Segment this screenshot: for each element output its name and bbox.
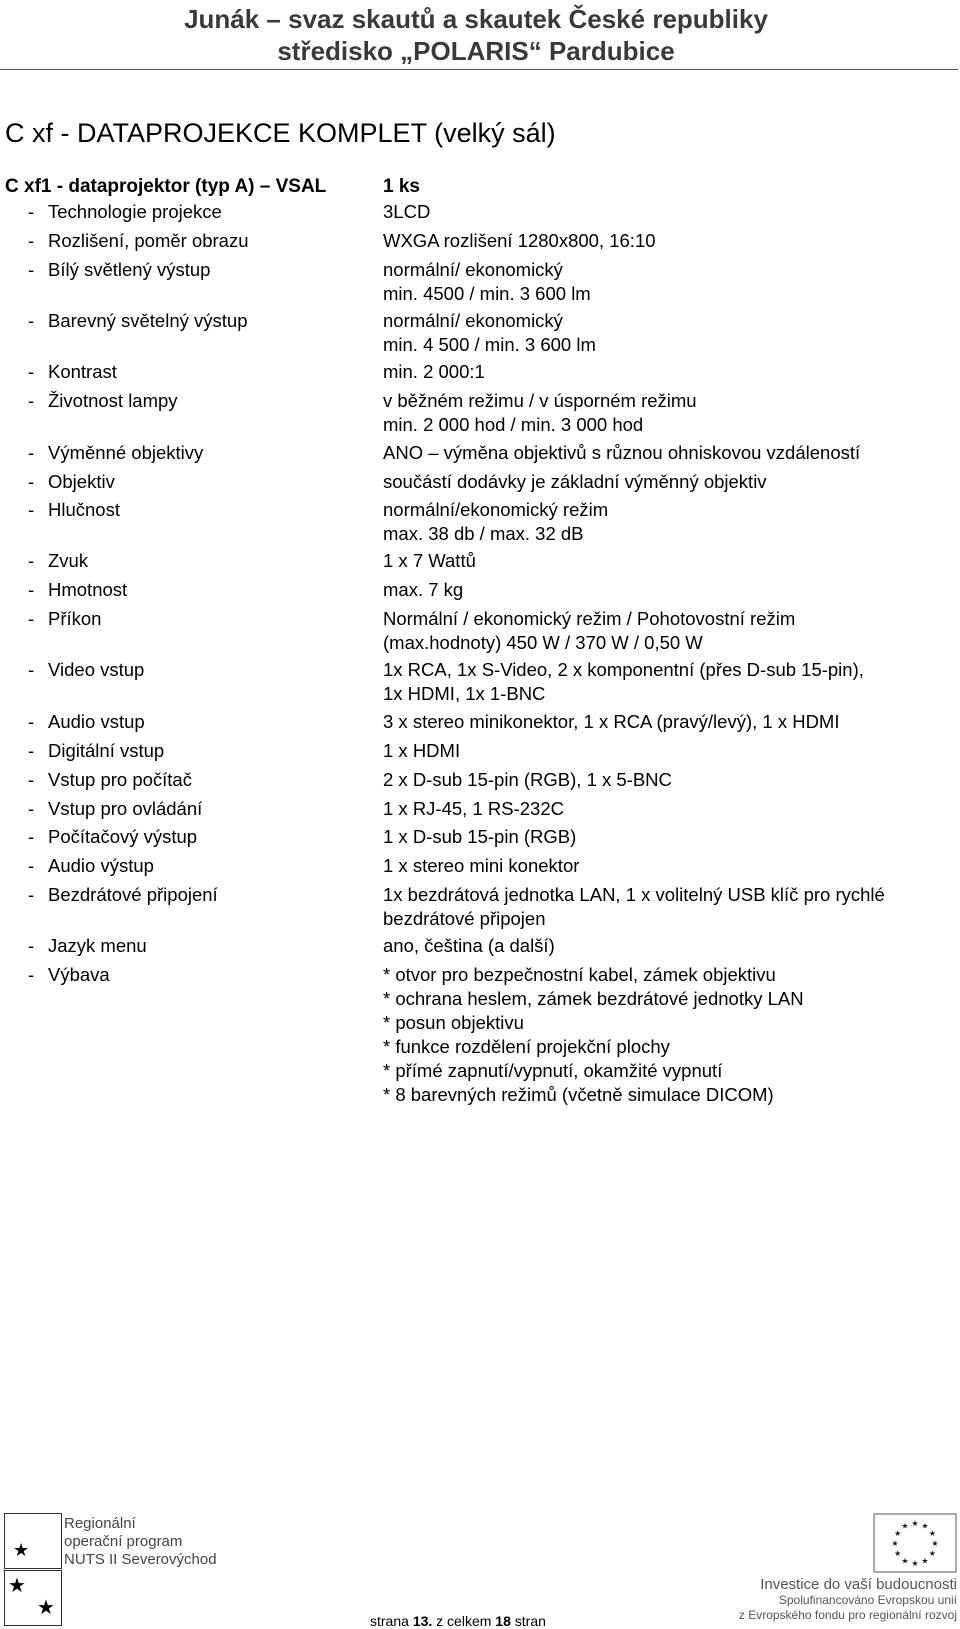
spec-value-line: normální/ ekonomický [383,310,563,331]
page-prefix: strana [370,1613,409,1629]
bullet-dash: - [28,798,35,819]
spec-value [383,768,943,792]
eu-star-icon: ★ [921,1521,929,1531]
bullet-dash: - [28,935,35,956]
spec-value [383,470,943,494]
header-organization: Junák – svaz skautů a skautek České republiky [184,4,768,34]
bullet-dash: - [28,201,35,222]
bullet-dash: - [28,390,35,411]
header-unit: středisko „POLARIS“ Pardubice [277,36,675,66]
spec-label: Vstup pro počítač [48,769,192,790]
eu-star-icon: ★ [901,1521,909,1531]
spec-label: Bílý světlený výstup [48,259,211,280]
spec-label: Příkon [48,608,102,629]
spec-label: Počítačový výstup [48,826,198,847]
spec-label: Audio výstup [48,855,154,876]
eu-fund: z Evropského fondu pro regionální rozvoj [738,1608,957,1622]
spec-value-line: min. 2 000:1 [383,361,485,382]
bullet-dash: - [28,884,35,905]
rop-line: NUTS II Severovýchod [64,1551,217,1568]
star-icon: ★ [8,1575,26,1597]
spec-value-line: 2 x D-sub 15-pin (RGB), 1 x 5-BNC [383,769,672,790]
rop-logo-box-top [4,1513,62,1569]
bullet-dash: - [28,442,35,463]
spec-label: Vstup pro ovládání [48,798,203,819]
spec-label: Životnost lampy [48,390,178,411]
spec-value-line: součástí dodávky je základní výměnný objektiv [383,471,767,492]
eu-star-icon: ★ [911,1559,919,1568]
spec-value-line: * ochrana heslem, zámek bezdrátové jednotky LAN [383,988,804,1009]
spec-value [383,200,943,224]
spec-label: Barevný světelný výstup [48,310,248,331]
eu-star-icon: ★ [931,1539,939,1548]
page-suffix: stran [514,1613,546,1629]
rop-line: operační program [64,1533,183,1550]
bullet-dash: - [28,659,35,680]
spec-value-line: min. 4500 / min. 3 600 lm [383,283,591,304]
spec-value-line: * funkce rozdělení projekční plochy [383,1036,670,1057]
item-quantity: 1 ks [383,176,420,197]
eu-flag-icon [873,1513,957,1573]
rop-logo [2,1513,60,1623]
bullet-dash: - [28,608,35,629]
spec-label: Výbava [48,964,110,985]
spec-value-line: normální/ ekonomický [383,259,563,280]
spec-value-line: * posun objektivu [383,1012,524,1033]
spec-value [383,963,943,1107]
spec-value-line: 1 x stereo mini konektor [383,855,580,876]
spec-value-line: 1 x D-sub 15-pin (RGB) [383,826,577,847]
spec-value-line: max. 7 kg [383,579,464,600]
spec-label: Audio vstup [48,711,145,732]
spec-value [383,258,943,306]
spec-label: Bezdrátové připojení [48,884,218,905]
spec-value-line: 1 x RJ-45, 1 RS-232C [383,798,564,819]
spec-value [383,578,943,602]
eu-star-icon: ★ [921,1556,929,1566]
spec-value-line: 1x bezdrátová jednotka LAN, 1 x volitelný USB klíč pro rychlé [383,884,885,905]
spec-value-line: WXGA rozlišení 1280x800, 16:10 [383,230,656,251]
spec-value [383,658,943,706]
bullet-dash: - [28,259,35,280]
spec-value-line: v běžném režimu / v úsporném režimu [383,390,697,411]
spec-value [383,710,943,734]
spec-value-line: 1x RCA, 1x S-Video, 2 x komponentní (přes D-sub 15-pin), [383,659,864,680]
spec-label: Digitální vstup [48,740,165,761]
bullet-dash: - [28,855,35,876]
page-total: 18 [495,1613,511,1629]
spec-value-line: ANO – výměna objektivů s různou ohniskovou vzdáleností [383,442,861,463]
bullet-dash: - [28,711,35,732]
spec-value-line: 3LCD [383,201,431,222]
star-icon: ★ [37,1597,55,1619]
bullet-dash: - [28,310,35,331]
spec-value [383,883,943,931]
spec-value [383,498,943,546]
spec-value-line: ano, čeština (a další) [383,935,555,956]
page-mid: z celkem [436,1613,492,1629]
spec-value-line: Normální / ekonomický režim / Pohotovostní režim [383,608,796,629]
spec-value-line: 1 x 7 Wattů [383,550,476,571]
spec-value-line: * 8 barevných režimů (včetně simulace DICOM) [383,1084,774,1105]
rop-line: Regionální [64,1515,136,1532]
rop-text [64,1515,217,1569]
bullet-dash: - [28,471,35,492]
bullet-dash: - [28,579,35,600]
spec-value [383,825,943,849]
star-icon: ★ [13,1540,30,1560]
spec-value-line: 3 x stereo minikonektor, 1 x RCA (pravý/levý), 1 x HDMI [383,711,840,732]
header-divider [0,69,958,70]
spec-value [383,607,943,655]
spec-label: Výměnné objektivy [48,442,204,463]
eu-slogan: Investice do vaší budoucnosti [760,1576,957,1593]
spec-value [383,934,943,958]
spec-label: Technologie projekce [48,201,222,222]
spec-value-line: 1 x HDMI [383,740,461,761]
bullet-dash: - [28,826,35,847]
bullet-dash: - [28,361,35,382]
spec-label: Jazyk menu [48,935,147,956]
eu-star-icon: ★ [911,1519,919,1528]
page-current: 13. [412,1613,433,1629]
spec-value-line: min. 4 500 / min. 3 600 lm [383,334,596,355]
footer [0,1513,960,1628]
spec-label: Objektiv [48,471,115,492]
eu-star-icon: ★ [928,1549,936,1558]
eu-cofinanced: Spolufinancováno Evropskou unií [778,1593,957,1607]
spec-label: Rozlišení, poměr obrazu [48,230,249,251]
eu-star-icon: ★ [894,1549,902,1558]
spec-value-line: max. 38 db / max. 32 dB [383,523,584,544]
spec-label: Kontrast [48,361,117,382]
spec-label: Hlučnost [48,499,120,520]
eu-star-icon: ★ [894,1529,902,1538]
spec-label: Hmotnost [48,579,128,600]
spec-value [383,389,943,437]
bullet-dash: - [28,769,35,790]
bullet-dash: - [28,964,35,985]
spec-value-line: bezdrátové připojen [383,908,546,929]
spec-label: Zvuk [48,550,89,571]
spec-value-line: (max.hodnoty) 450 W / 370 W / 0,50 W [383,632,703,653]
spec-value [383,441,943,465]
spec-value-line: 1x HDMI, 1x 1-BNC [383,683,546,704]
spec-value-line: * otvor pro bezpečnostní kabel, zámek objektivu [383,964,776,985]
spec-value-line: normální/ekonomický režim [383,499,609,520]
bullet-dash: - [28,230,35,251]
spec-value-line: min. 2 000 hod / min. 3 000 hod [383,414,644,435]
spec-value [383,739,943,763]
spec-label: Video vstup [48,659,145,680]
spec-value [383,549,943,573]
bullet-dash: - [28,499,35,520]
spec-value [383,360,943,384]
spec-value [383,854,943,878]
rop-logo-box-bottom [4,1570,62,1626]
eu-star-icon: ★ [901,1556,909,1566]
eu-star-icon: ★ [928,1529,936,1538]
bullet-dash: - [28,740,35,761]
eu-star-icon: ★ [891,1539,899,1548]
bullet-dash: - [28,550,35,571]
spec-value [383,797,943,821]
eu-text [739,1576,957,1623]
section-title: C xf - DATAPROJEKCE KOMPLET (velký sál) [5,118,556,148]
spec-value [383,309,943,357]
page-number [370,1613,546,1629]
spec-value [383,229,943,253]
spec-value-line: * přímé zapnutí/vypnutí, okamžité vypnutí [383,1060,723,1081]
item-title: C xf1 - dataprojektor (typ A) – VSAL [5,176,327,197]
